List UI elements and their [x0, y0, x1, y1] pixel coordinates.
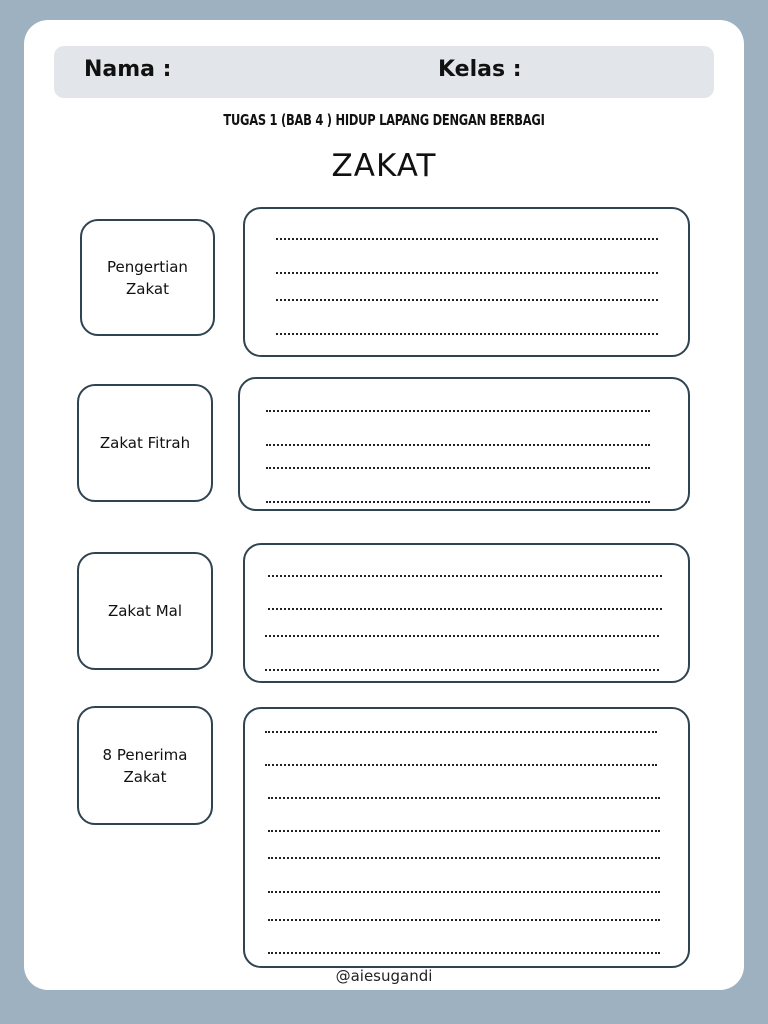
answer-line	[268, 857, 660, 859]
section-label-box-zakat-mal	[77, 552, 213, 670]
answer-line	[276, 333, 658, 335]
name-label: Nama :	[84, 57, 172, 82]
answer-line	[268, 830, 660, 832]
answer-line	[266, 410, 650, 412]
section-label-box-zakat-fitrah	[77, 384, 213, 502]
answer-box-zakat-fitrah[interactable]	[238, 377, 690, 511]
section-label: Zakat Fitrah	[99, 434, 191, 452]
answer-box-recipients[interactable]	[243, 707, 690, 968]
identity-bar	[54, 46, 714, 98]
answer-line	[276, 299, 658, 301]
answer-box-zakat-mal[interactable]	[243, 543, 690, 683]
section-label-box-definition	[80, 219, 215, 336]
answer-line	[276, 272, 658, 274]
answer-line	[266, 467, 650, 469]
answer-line	[268, 952, 660, 954]
author-credit: @aiesugandi	[335, 967, 433, 985]
assignment-subtitle: TUGAS 1 (BAB 4 ) HIDUP LAPANG DENGAN BERBAGI	[223, 111, 545, 129]
section-label: Pengertian Zakat	[107, 257, 188, 298]
answer-line	[265, 635, 659, 637]
section-label: 8 Penerima Zakat	[102, 745, 188, 786]
page-title: ZAKAT	[331, 148, 437, 184]
section-label-box-recipients	[77, 706, 213, 825]
answer-line	[266, 444, 650, 446]
answer-line	[268, 608, 662, 610]
answer-line	[266, 501, 650, 503]
answer-line	[268, 891, 660, 893]
section-label: Zakat Mal	[107, 602, 183, 620]
class-label: Kelas :	[438, 57, 522, 82]
answer-line	[265, 764, 657, 766]
worksheet-page	[24, 20, 744, 990]
answer-line	[265, 731, 657, 733]
answer-line	[276, 238, 658, 240]
answer-line	[265, 669, 659, 671]
answer-box-definition[interactable]	[243, 207, 690, 357]
answer-line	[268, 575, 662, 577]
answer-line	[268, 797, 660, 799]
answer-line	[268, 919, 660, 921]
